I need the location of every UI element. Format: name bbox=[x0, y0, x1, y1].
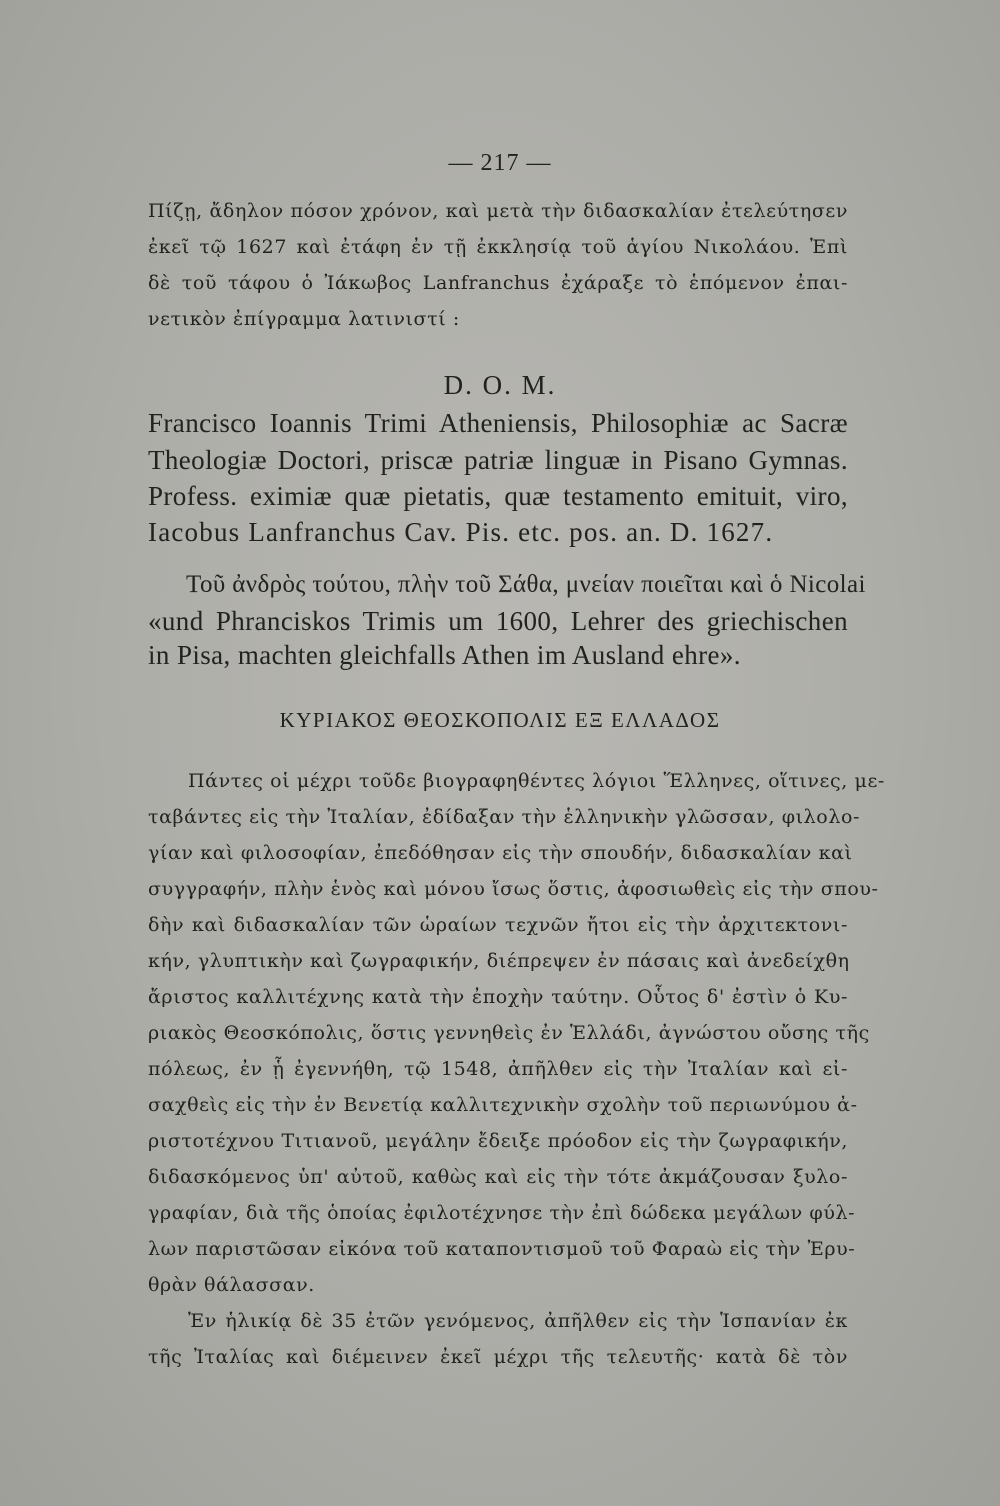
text-line: Πάντες οἱ μέχρι τοῦδε βιογραφηθέντες λόγιοι Ἕλληνες, οἵτινες, με- bbox=[188, 770, 885, 792]
inscription-line: Francisco Ioannis Trimi Atheniensis, Philosophiæ ac Sacræ bbox=[148, 408, 848, 438]
page-number: — 217 — bbox=[448, 150, 552, 176]
inscription-heading: D. O. M. bbox=[443, 370, 557, 400]
section-title: ΚΥΡΙΑΚΟΣ ΘΕΟΣΚΟΠΟΛΙΣ ΕΞ ΕΛΛΑΔΟΣ bbox=[279, 708, 721, 732]
text-line: δὴν καὶ διδασκαλίαν τῶν ὡραίων τεχνῶν ἤτοι εἰς τὴν ἀρχιτεκτονι- bbox=[148, 914, 848, 936]
inscription-line: Profess. eximiæ quæ pietatis, quæ testamento emituit, viro, bbox=[148, 481, 848, 511]
text-line: Τοῦ ἀνδρὸς τούτου, πλὴν τοῦ Σάθα, μνείαν ποιεῖται καὶ ὁ Nicolai bbox=[186, 571, 866, 598]
text-line: νετικὸν ἐπίγραμμα λατινιστί : bbox=[148, 308, 460, 330]
text-line: Πίζῃ, ἄδηλον πόσον χρόνον, καὶ μετὰ τὴν διδασκαλίαν ἐτελεύτησεν bbox=[148, 200, 848, 222]
text-line: «und Phranciskos Trimis um 1600, Lehrer des griechischen bbox=[148, 606, 848, 636]
inscription-line: Theologiæ Doctori, priscæ patriæ linguæ in Pisano Gymnas. bbox=[148, 445, 848, 475]
text-line: γίαν καὶ φιλοσοφίαν, ἐπεδόθησαν εἰς τὴν σπουδήν, διδασκαλίαν καὶ bbox=[148, 842, 853, 864]
text-line: ριστοτέχνου Τιτιανοῦ, μεγάλην ἔδειξε πρόοδον εἰς τὴν ζωγραφικήν, bbox=[148, 1130, 848, 1152]
text-line: Ἐν ἡλικίᾳ δὲ 35 ἐτῶν γενόμενος, ἀπῆλθεν εἰς τὴν Ἱσπανίαν ἐκ bbox=[188, 1310, 848, 1332]
inscription-line: Iacobus Lanfranchus Cav. Pis. etc. pos. an. D. 1627. bbox=[148, 517, 774, 547]
text-line: δὲ τοῦ τάφου ὁ Ἰάκωβος Lanfranchus ἐχάραξε τὸ ἑπόμενον ἐπαι- bbox=[148, 272, 848, 294]
text-line: ταβάντες εἰς τὴν Ἰταλίαν, ἐδίδαξαν τὴν ἑλληνικὴν γλῶσσαν, φιλολο- bbox=[148, 806, 861, 828]
text-line: λων παριστῶσαν εἰκόνα τοῦ καταποντισμοῦ τοῦ Φαραὼ εἰς τὴν Ἐρυ- bbox=[148, 1238, 856, 1260]
text-line: συγγραφήν, πλὴν ἑνὸς καὶ μόνου ἴσως ὅστις, ἀφοσιωθεὶς εἰς τὴν σπου- bbox=[148, 878, 879, 900]
text-line: διδασκόμενος ὑπ' αὐτοῦ, καθὼς καὶ εἰς τὴν τότε ἀκμάζουσαν ξυλο- bbox=[148, 1166, 848, 1188]
text-line: in Pisa, machten gleichfalls Athen im Ausland ehre». bbox=[148, 640, 741, 670]
text-line: ριακὸς Θεοσκόπολις, ὅστις γεννηθεὶς ἐν Ἑλλάδι, ἀγνώστου οὔσης τῆς bbox=[148, 1022, 870, 1044]
text-line: σαχθεὶς εἰς τὴν ἐν Βενετίᾳ καλλιτεχνικὴν σχολὴν τοῦ περιωνύμου ἀ- bbox=[148, 1094, 858, 1116]
text-line: θρὰν θάλασσαν. bbox=[148, 1274, 315, 1296]
text-line: κήν, γλυπτικὴν καὶ ζωγραφικήν, διέπρεψεν ἐν πάσαις καὶ ἀνεδείχθη bbox=[148, 950, 850, 972]
text-line: γραφίαν, διὰ τῆς ὁποίας ἐφιλοτέχνησε τὴν ἐπὶ δώδεκα μεγάλων φύλ- bbox=[148, 1202, 856, 1224]
text-line: ἄριστος καλλιτέχνης κατὰ τὴν ἐποχὴν ταύτην. Οὗτος δ' ἐστὶν ὁ Κυ- bbox=[148, 986, 848, 1008]
text-line: ἐκεῖ τῷ 1627 καὶ ἐτάφη ἐν τῇ ἐκκλησίᾳ τοῦ ἁγίου Νικολάου. Ἐπὶ bbox=[148, 236, 848, 258]
text-line: τῆς Ἰταλίας καὶ διέμεινεν ἐκεῖ μέχρι τῆς τελευτῆς· κατὰ δὲ τὸν bbox=[148, 1346, 848, 1368]
text-line: πόλεως, ἐν ᾗ ἐγεννήθη, τῷ 1548, ἀπῆλθεν εἰς τὴν Ἰταλίαν καὶ εἰ- bbox=[148, 1058, 848, 1080]
